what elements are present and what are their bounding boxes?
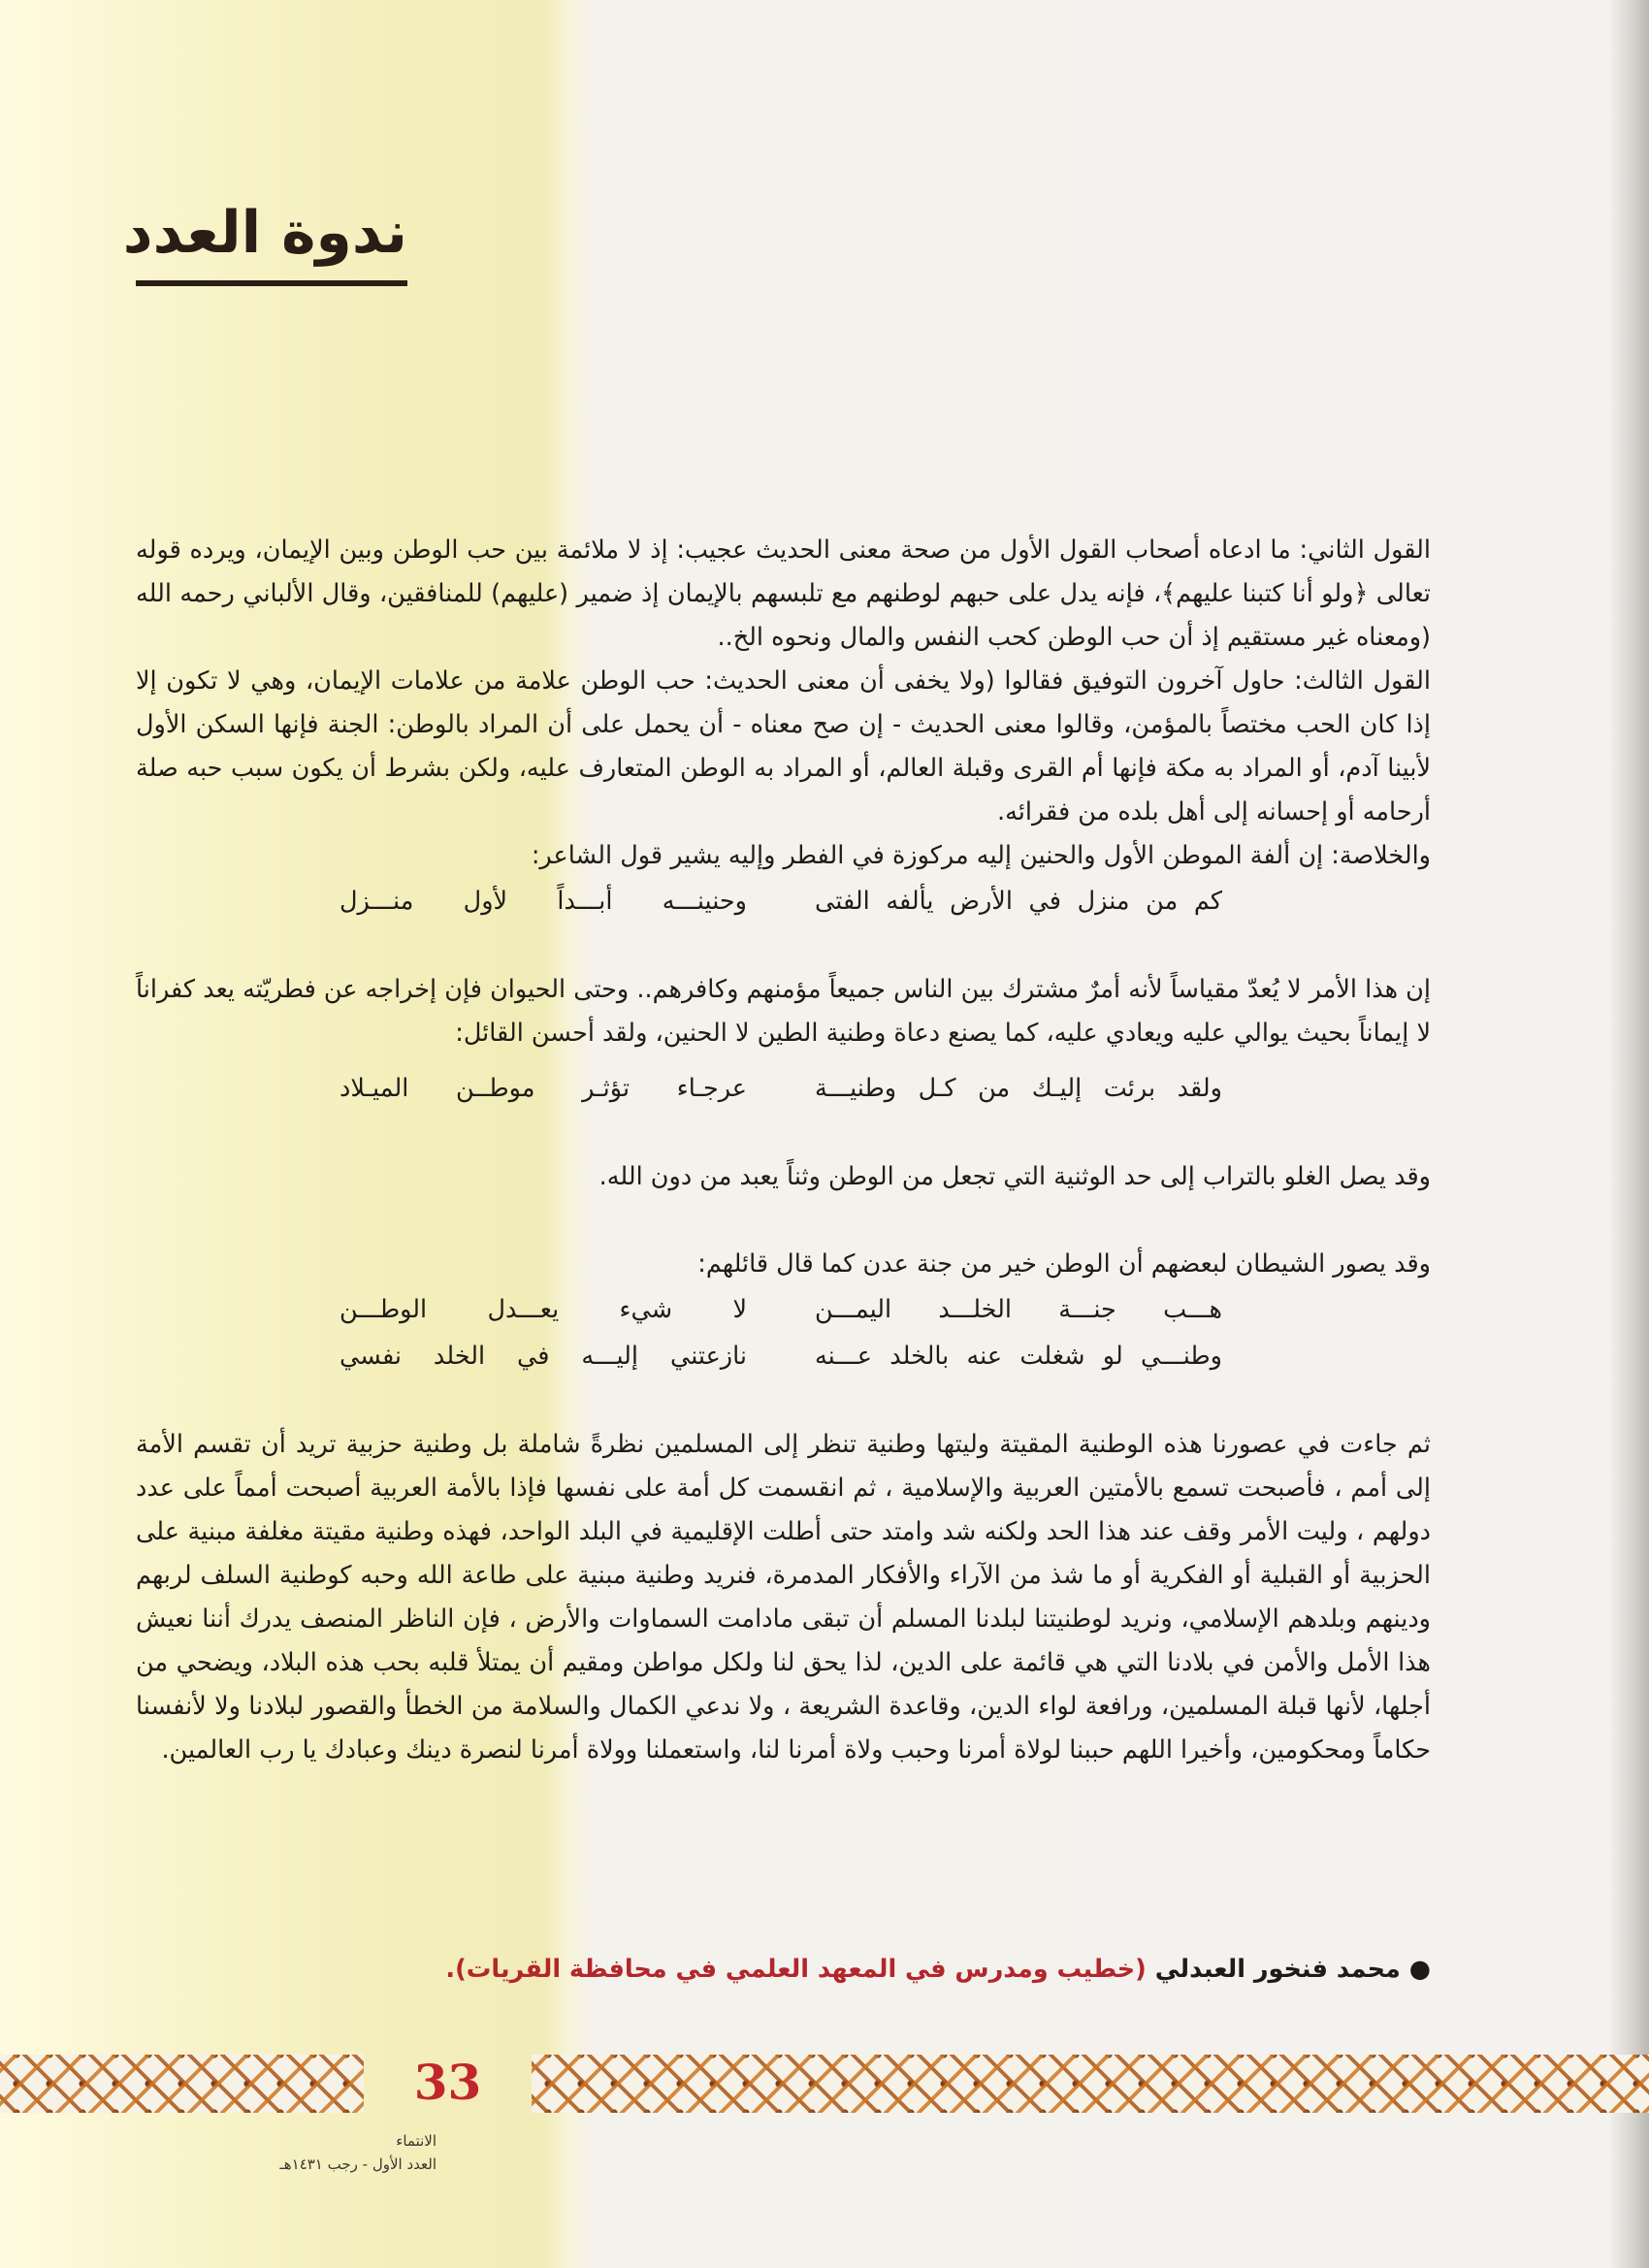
page-number: 33 [413, 2054, 482, 2111]
article-body [136, 529, 1431, 1772]
title-underline [136, 280, 407, 286]
spacer [136, 924, 1431, 968]
author-signature [136, 1950, 1431, 1989]
spacer [136, 1379, 1431, 1423]
paragraph-second-opinion: القول الثاني: ما ادعاه أصحاب القول الأول من صحة معنى الحديث عجيب: إذ لا ملائمة بين حب الوطن وبين الإيمان، ويرده قوله تعالى ﴿ولو أنا كتبنا عليهم﴾، فإنه يدل على حبهم لوطنهم مع تلبسهم بالإيمان إذ ضمير (عليهم) للمنافقين، وقال الألباني رحمه الله (ومعناه غير مستقيم إذ أن حب الوطن كحب النفس والمال ونحوه الخ.. [136, 535, 1431, 652]
paragraph-measure: إن هذا الأمر لا يُعدّ مقياساً لأنه أمرٌ مشترك بين الناس جميعاً مؤمنهم وكافرهم.. وحتى الحيوان فإن إخراجه عن فطريّته يعد كفراناً لا إيماناً بحيث يوالي عليه ويعادي عليه، كما يصنع دعاة وطنية الطين لا الحنين، ولقد أحسن القائل: [136, 975, 1431, 1048]
poem-hemistich-right: وطنـــي لو شغلت عنه بالخلد عـــنه [815, 1342, 1222, 1371]
author-role: (خطيب ومدرس في المعهد العلمي في محافظة القريات). [445, 1955, 1147, 1984]
poem-verse-3 [340, 1286, 1222, 1379]
section-header [122, 194, 407, 286]
bullet-icon: ● [1408, 1955, 1431, 1984]
poem-verse-2 [340, 1065, 1222, 1112]
paragraph-conclusion: والخلاصة: إن ألفة الموطن الأول والحنين إليه مركوزة في الفطر وإليه يشير قول الشاعر: [531, 841, 1431, 870]
poem-hemistich-left: عرجـاء تؤثـر موطــن الميـلاد [340, 1074, 747, 1103]
author-name: محمد فنخور العبدلي [1154, 1955, 1401, 1984]
poem-verse-1 [340, 878, 1222, 924]
poem-hemistich-right: هـــب جنـــة الخلـــد اليمـــن [815, 1295, 1222, 1324]
paragraph-devil: وقد يصور الشيطان لبعضهم أن الوطن خير من جنة عدن كما قال قائلهم: [697, 1249, 1431, 1279]
poem-hemistich-left: وحنينـــه أبـــداً لأول منـــزل [340, 887, 747, 916]
spacer [136, 1112, 1431, 1155]
spacer [136, 1199, 1431, 1243]
paragraph-third-opinion: القول الثالث: حاول آخرون التوفيق فقالوا (ولا يخفى أن معنى الحديث: حب الوطن علامة من علامات الإيمان، وهي لا تكون إلا إذا كان الحب مختصاً بالمؤمن، وقالوا معنى الحديث - إن صح معناه - أن يحمل على أن المراد بالوطن: الجنة فإنها السكن الأول لأبينا آدم، أو المراد به مكة فإنها أم القرى وقبلة العالم، أو المراد به الوطن المتعارف عليه، ولكن بشرط أن يكون سبب حبه صلة أرحامه أو إحسانه إلى أهل بلده من فقرائه. [136, 666, 1431, 826]
poem-hemistich-left: لا شيء يعـــدل الوطـــن [340, 1295, 747, 1324]
decorative-border-left [0, 2055, 364, 2113]
poem-hemistich-right: كم من منزل في الأرض يألفه الفتى [815, 887, 1222, 916]
issue-info: العدد الأول - رجب ١٤٣١هـ [279, 2155, 436, 2173]
page-edge-shadow [1610, 0, 1649, 2268]
section-title: ندوة العدد [122, 199, 407, 267]
decorative-border-right [532, 2055, 1649, 2113]
poem-hemistich-left: نازعتني إليـــه في الخلد نفسي [340, 1342, 747, 1371]
paragraph-extremism: وقد يصل الغلو بالتراب إلى حد الوثنية التي تجعل من الوطن وثناً يعبد من دون الله. [598, 1162, 1431, 1191]
poem-hemistich-right: ولقد برئت إليـك من كـل وطنيـــة [815, 1074, 1222, 1103]
paragraph-modern-nationalism: ثم جاءت في عصورنا هذه الوطنية المقيتة وليتها وطنية تنظر إلى المسلمين نظرةً شاملة بل وطنية حزبية تريد أن تقسم الأمة إلى أمم ، فأصبحت تسمع بالأمتين العربية والإسلامية ، ثم انقسمت كل أمة على نفسها فإذا بالأمة العربية أصبحت أمماً على عدد دولهم ، وليت الأمر وقف عند هذا الحد ولكنه شد وامتد حتى أطلت الإقليمية في البلد الواحد، فهذه وطنية مقيتة مغلفة مبنية على الحزبية أو القبلية أو الفكرية أو ما شذ من الآراء والأفكار المدمرة، فنريد وطنية مبنية على طاعة الله وحبه كوطنية السلف لربهم ودينهم وبلدهم الإسلامي، ونريد لوطنيتنا لبلدنا المسلم أن تبقى مادامت السماوات والأرض ، فإن الناظر المنصف يدرك أننا نعيش هذا الأمل والأمن في بلادنا التي هي قائمة على الدين، لذا يحق لنا ولكل مواطن ومقيم أن يمتلأ قلبه بحب هذه البلاد، ويضحي من أجلها، لأنها قبلة المسلمين، ورافعة لواء الدين، وقاعدة الشريعة ، ولا ندعي الكمال والسلامة من الخطأ والقصور لبلادنا ولا لأنفسنا حكاماً ومحكومين، وأخيرا اللهم حببنا لولاة أمرنا وحبب ولاة أمرنا لنا، واستعملنا وولاة أمرنا لنصرة دينك وعبادك يا رب العالمين. [136, 1430, 1431, 1765]
magazine-name: الانتماء [396, 2132, 436, 2150]
